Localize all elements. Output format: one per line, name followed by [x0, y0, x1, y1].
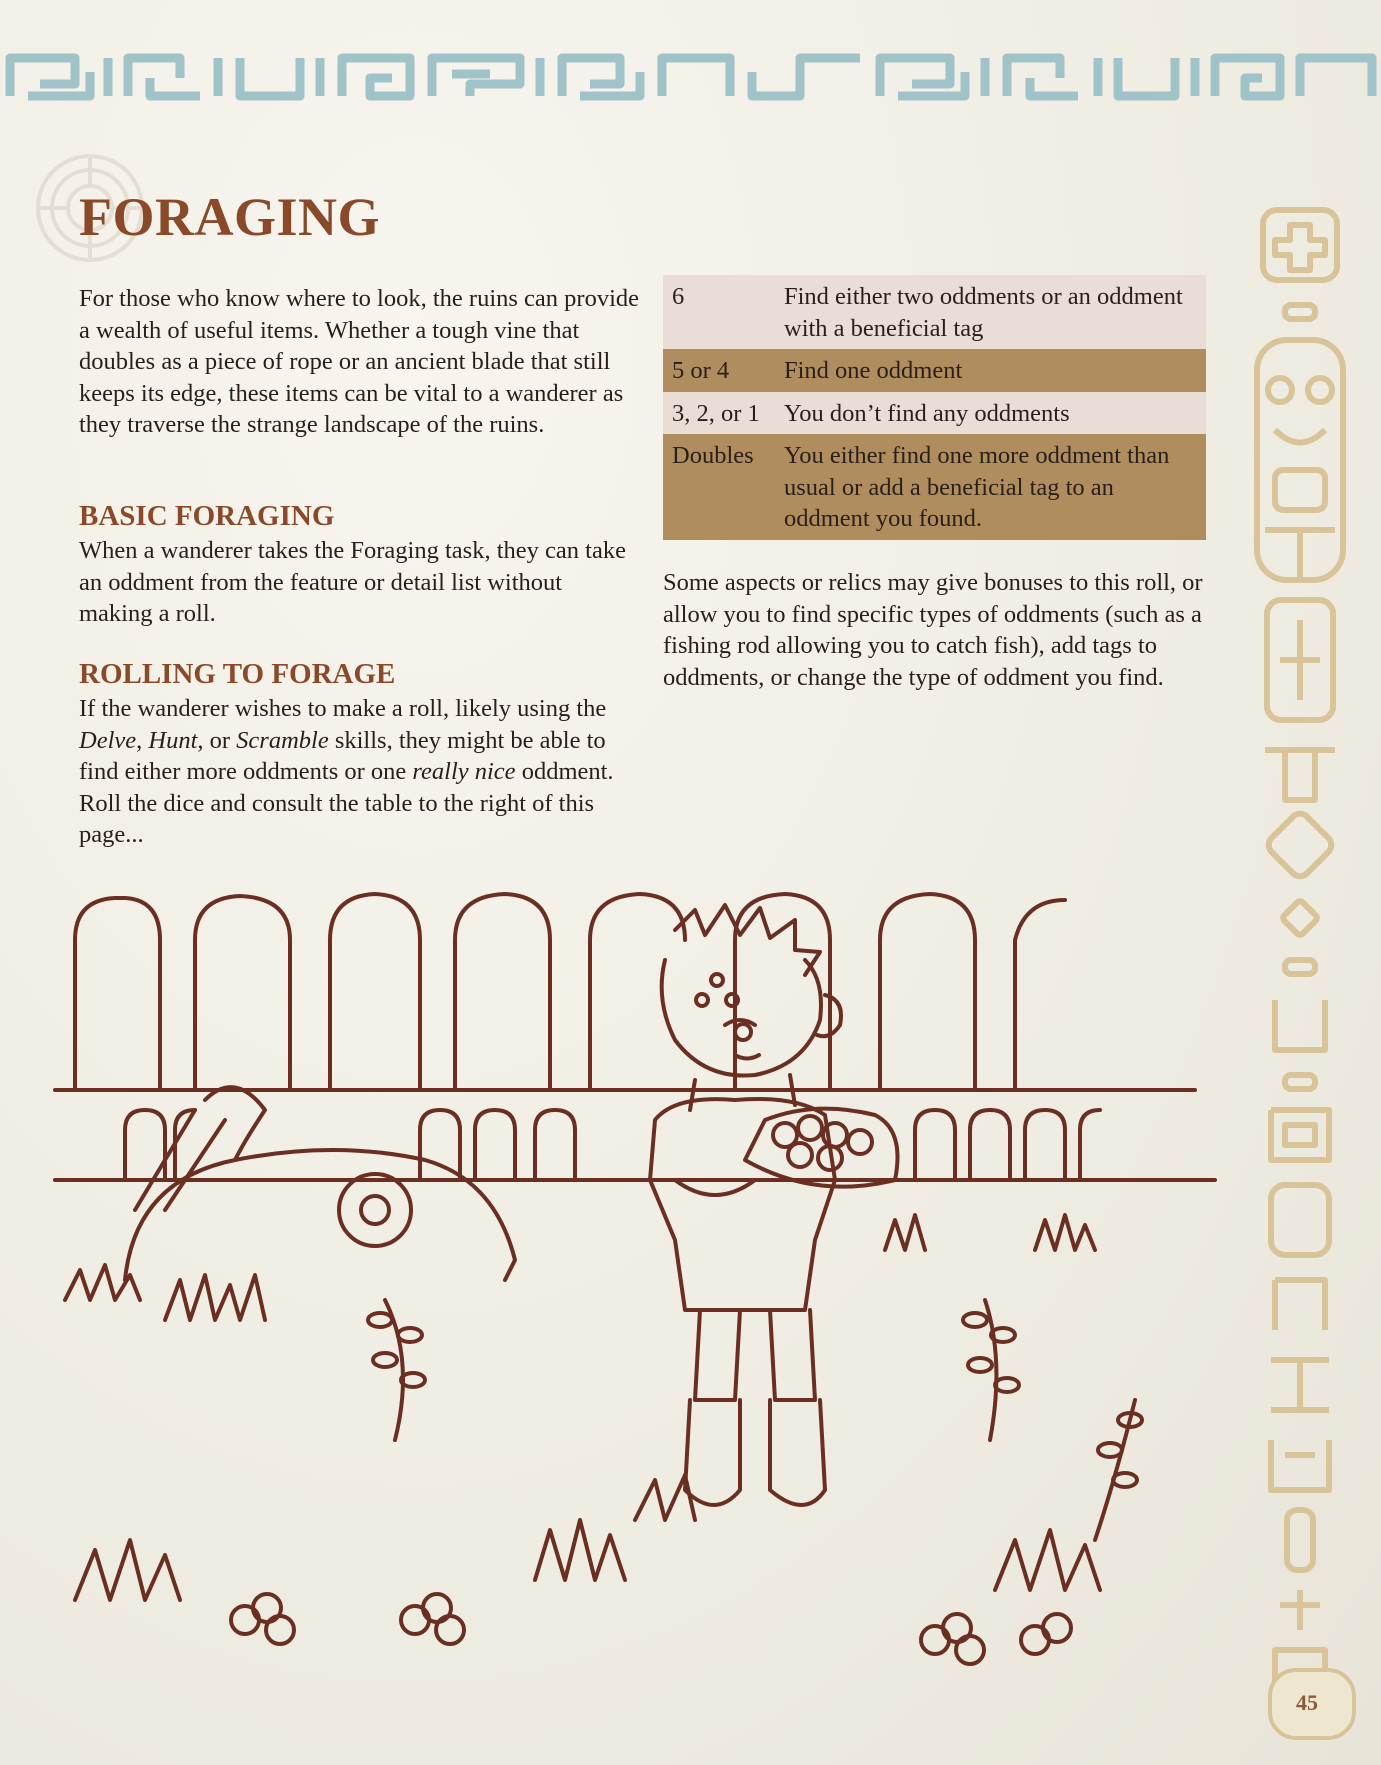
roll-value: 5 or 4 [663, 349, 775, 392]
rolling-text-1: If the wanderer wishes to make a roll, likely using the [79, 695, 607, 722]
foraging-roll-table [663, 275, 1206, 540]
roll-result: Find either two oddments or an oddment with a beneficial tag [775, 275, 1206, 349]
basic-foraging-paragraph: When a wanderer takes the Foraging task, they can take an oddment from the feature or detail list without making a roll. [79, 537, 626, 627]
roll-value: 3, 2, or 1 [663, 392, 775, 435]
really-nice-emphasis: really nice [412, 758, 516, 785]
basic-foraging-heading: BASIC FORAGING [79, 500, 335, 532]
rolling-to-forage-paragraph [79, 693, 639, 851]
bonus-note-paragraph: Some aspects or relics may give bonuses to this roll, or allow you to find specific types of oddments (such as a fishing rod allowing you to catch fish), add tags to oddments, or change the type of oddment you find. [663, 569, 1203, 691]
roll-value: Doubles [663, 434, 775, 540]
skill-delve: Delve [79, 726, 137, 754]
page-number: 45 [1296, 1690, 1318, 1715]
roll-value: 6 [663, 275, 775, 349]
rolling-text-5: oddment. Roll the dice and consult the table to the right of this page... [79, 758, 614, 848]
intro-paragraph: For those who know where to look, the ruins can provide a wealth of useful items. Whether a tough vine that doubles as a piece of rope or an ancient blade that still keeps its edge, these items can be vital to a wanderer as they traverse the strange landscape of the ruins. [79, 285, 639, 438]
table-row [663, 434, 1206, 540]
glyph-border-top [0, 44, 1381, 106]
skill-hunt: Hunt [148, 726, 198, 754]
rolling-text-4: skills, they might be able to find either more oddments or one [79, 726, 606, 785]
rolling-text-3: , or [197, 726, 237, 754]
roll-result: You don’t find any oddments [775, 392, 1206, 435]
page-title: FORAGING [79, 187, 380, 247]
table-row [663, 349, 1206, 392]
roll-result: Find one oddment [775, 349, 1206, 392]
skill-scramble: Scramble [236, 726, 329, 754]
rolling-text-2: , [136, 726, 149, 754]
rolling-to-forage-heading: ROLLING TO FORAGE [79, 658, 396, 690]
table-row [663, 392, 1206, 435]
totem-ornament [1245, 200, 1355, 1740]
roll-result: You either find one more oddment than usual or add a beneficial tag to an oddment you found. [775, 434, 1206, 540]
table-row [663, 275, 1206, 349]
child-foraging-in-ruins-illustration [35, 880, 1235, 1710]
